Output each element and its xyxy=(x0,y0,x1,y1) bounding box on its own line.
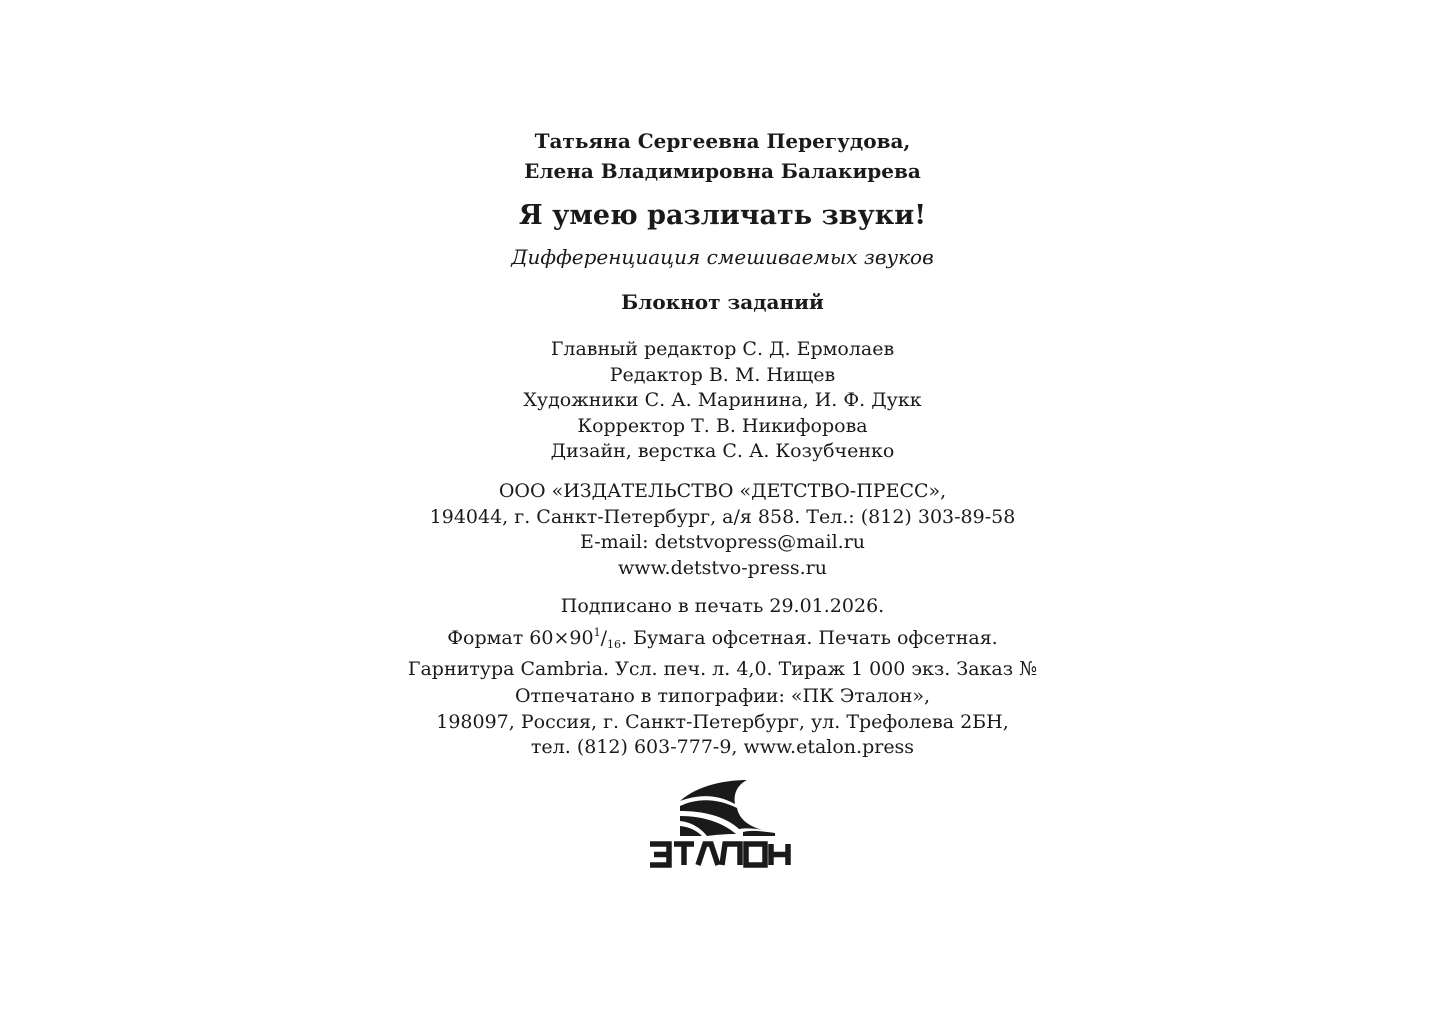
book-subtitle: Дифференциация смешиваемых звуков xyxy=(511,245,934,269)
print-format xyxy=(0,620,1445,658)
authors xyxy=(0,126,1445,186)
format-prefix: Формат 60×90 xyxy=(447,626,594,649)
publisher-email: E-mail: detstvopress@mail.ru xyxy=(579,531,866,553)
book-title: Я умею различать звуки! xyxy=(518,200,927,231)
publisher-info xyxy=(0,479,1445,581)
printer-line: 198097, Россия, г. Санкт-Петербург, ул. Трефолева 2БН, xyxy=(436,710,1009,733)
printer-info xyxy=(0,684,1445,761)
etalon-logo-icon xyxy=(647,778,809,870)
etalon-logo xyxy=(647,778,809,870)
print-signed: Подписано в печать 29.01.2026. xyxy=(560,595,885,617)
publisher-website: www.detstvo-press.ru xyxy=(618,556,827,579)
logo-wordmark xyxy=(650,844,788,865)
credit-line: Корректор Т. В. Никифорова xyxy=(577,414,868,437)
credit-line: Главный редактор С. Д. Ермолаев xyxy=(550,338,895,360)
print-typeface: Гарнитура Cambria. Усл. печ. л. 4,0. Тираж 1 000 экз. Заказ № xyxy=(407,658,1038,680)
printer-line: Отпечатано в типографии: «ПК Эталон», xyxy=(514,685,931,707)
credit-line: Редактор В. М. Нищев xyxy=(609,363,836,386)
credits xyxy=(0,337,1445,465)
format-fraction-numerator: 1 xyxy=(593,625,601,639)
publisher-address: 194044, г. Санкт-Петербург, а/я 858. Тел.: (812) 303-89-58 xyxy=(429,505,1016,528)
author-line: Елена Владимировна Балакирева xyxy=(524,159,921,183)
printer-line: тел. (812) 603-777-9, www.etalon.press xyxy=(530,736,915,758)
format-fraction-slash: / xyxy=(600,626,607,649)
print-info xyxy=(0,594,1445,683)
format-suffix: . Бумага офсетная. Печать офсетная. xyxy=(620,626,998,649)
credit-line: Дизайн, верстка С. А. Козубченко xyxy=(550,440,895,462)
format-fraction-denominator: 16 xyxy=(606,637,621,651)
notebook-label: Блокнот заданий xyxy=(621,290,824,314)
publisher-name: ООО «ИЗДАТЕЛЬСТВО «ДЕТСТВО-ПРЕСС», xyxy=(498,480,947,502)
author-line: Татьяна Сергеевна Перегудова, xyxy=(534,129,911,153)
credit-line: Художники С. А. Маринина, И. Ф. Дукк xyxy=(523,389,922,411)
